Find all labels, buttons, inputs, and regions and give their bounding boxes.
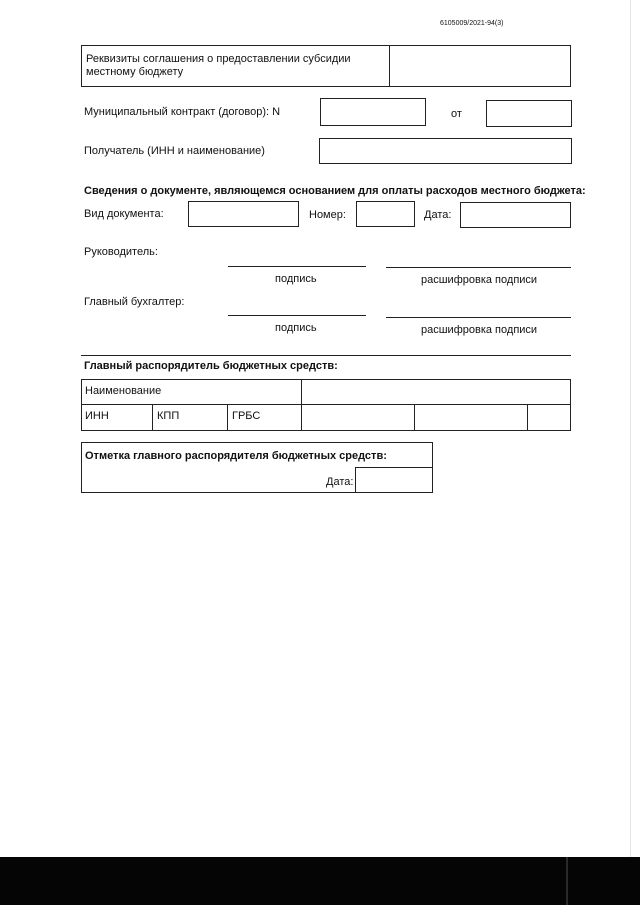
accountant-label: Главный бухгалтер: <box>84 296 185 308</box>
chief-manager-name-field[interactable] <box>302 380 570 403</box>
chief-manager-col-divider-grbs <box>227 404 228 431</box>
mark-date-label: Дата: <box>326 476 354 488</box>
agreement-value-field[interactable] <box>390 46 570 86</box>
agreement-label-line1: Реквизиты соглашения о предоставлении субсидии <box>86 53 351 65</box>
contract-date-field[interactable] <box>486 100 572 127</box>
accountant-decode-line[interactable] <box>386 317 571 318</box>
contract-label: Муниципальный контракт (договор): N <box>84 106 281 118</box>
chief-manager-col-divider-kpp <box>152 404 153 431</box>
head-label: Руководитель: <box>84 246 158 258</box>
doc-type-field[interactable] <box>188 201 299 227</box>
scan-edge <box>630 0 631 857</box>
chief-manager-grbs-label: ГРБС <box>232 410 261 422</box>
contract-from-label: от <box>451 108 462 120</box>
chief-manager-inn-label: ИНН <box>85 410 109 422</box>
chief-manager-name-label: Наименование <box>85 385 162 397</box>
basis-doc-heading: Сведения о документе, являющемся основанием для оплаты расходов местного бюджета: <box>84 185 586 197</box>
head-decode-line[interactable] <box>386 267 571 268</box>
recipient-field[interactable] <box>319 138 572 164</box>
document-number: 6105009/2021-94(3) <box>440 20 504 27</box>
chief-manager-inn-field[interactable] <box>302 405 413 430</box>
head-decode-caption: расшифровка подписи <box>421 274 538 286</box>
mark-heading: Отметка главного распорядителя бюджетных средств: <box>85 450 387 462</box>
agreement-label-line2: местному бюджету <box>86 66 184 78</box>
head-signature-line[interactable] <box>228 266 366 267</box>
chief-manager-heading: Главный распорядитель бюджетных средств: <box>84 360 338 372</box>
mark-date-field[interactable] <box>356 468 432 492</box>
doc-number-label: Номер: <box>309 209 346 221</box>
contract-number-field[interactable] <box>320 98 426 126</box>
accountant-signature-line[interactable] <box>228 315 366 316</box>
section-divider <box>81 355 571 356</box>
recipient-label: Получатель (ИНН и наименование) <box>84 145 265 157</box>
chief-manager-grbs-field[interactable] <box>528 405 570 430</box>
scan-bottom-bar <box>0 857 640 905</box>
doc-type-label: Вид документа: <box>84 208 164 220</box>
chief-manager-kpp-label: КПП <box>157 410 180 422</box>
chief-manager-kpp-field[interactable] <box>415 405 526 430</box>
doc-date-field[interactable] <box>460 202 571 228</box>
scan-bar-gap <box>566 857 568 905</box>
head-signature-caption: подпись <box>275 273 317 285</box>
accountant-signature-caption: подпись <box>275 322 317 334</box>
accountant-decode-caption: расшифровка подписи <box>421 324 538 336</box>
doc-date-label: Дата: <box>424 209 452 221</box>
doc-number-field[interactable] <box>356 201 415 227</box>
